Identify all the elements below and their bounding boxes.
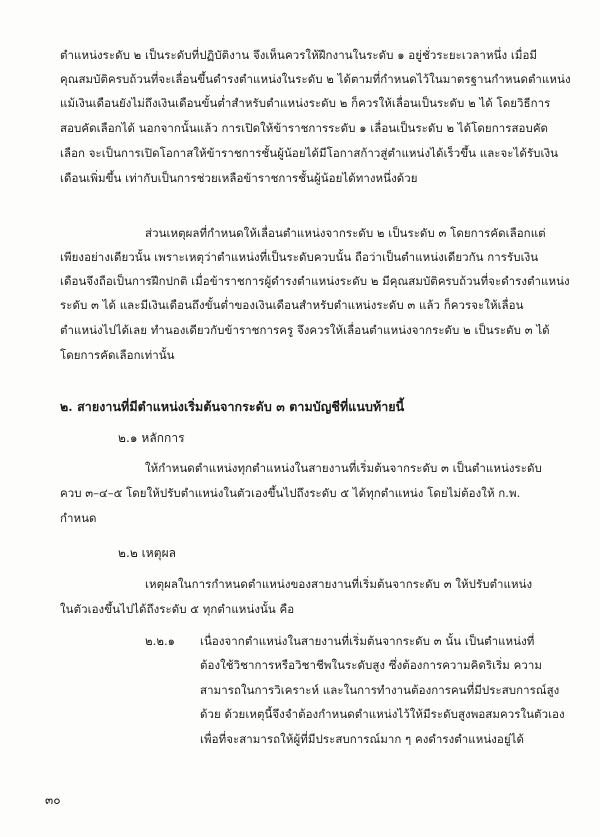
paragraph1-line-2: คุณสมบัติครบถ้วนที่จะเลื่อนขึ้นดำรงตำแหน่งในระดับ ๒ ได้ตามที่กำหนดไว้ในมาตรฐานกำหนดตำแหน่ง [60, 72, 571, 86]
paragraph1-line-3: แม้เงินเดือนยังไม่ถึงเงินเดือนขั้นต่ำสำหรับตำแหน่งระดับ ๒ ก็ควรให้เลื่อนเป็นระดับ ๒ ได้ โดยวิธีการ [60, 96, 551, 110]
subsection-title-principle: ๒.๑ หลักการ [118, 431, 185, 445]
paragraph2-line-3: เดือนจึงถือเป็นการฝึกปกติ เมื่อข้าราชการผู้ดำรงตำแหน่งระดับ ๒ มีคุณสมบัติครบถ้วนที่จะดำรงตำแหน่ง [60, 274, 570, 288]
item-line-3: สามารถในการวิเคราะห์ และในการทำงานต้องการคนที่มีประสบการณ์สูง [200, 683, 560, 697]
paragraph1-line-5: เลือก จะเป็นการเปิดโอกาสให้ข้าราชการชั้นผู้น้อยได้มีโอกาสก้าวสู่ตำแหน่งได้เร็วขึ้น และจะได้รับเงิน [60, 146, 559, 160]
principle-line-1: ให้กำหนดตำแหน่งทุกตำแหน่งในสายงานที่เริ่มต้นจากระดับ ๓ เป็นตำแหน่งระดับ [145, 461, 542, 475]
paragraph2-line-1: ส่วนเหตุผลที่กำหนดให้เลื่อนตำแหน่งจากระดับ ๒ เป็นระดับ ๓ โดยการคัดเลือกแต่ [145, 226, 546, 240]
reason-line-1: เหตุผลในการกำหนดตำแหน่งของสายงานที่เริ่มต้นจากระดับ ๓ ให้ปรับตำแหน่ง [145, 577, 533, 591]
page-number: ๓๐ [45, 793, 61, 807]
item-line-4: ด้วย ด้วยเหตุนี้จึงจำต้องกำหนดตำแหน่งไว้ให้มีระดับสูงพอสมควรในตัวเอง [200, 707, 565, 721]
paragraph1-line-4: สอบคัดเลือกได้ นอกจากนั้นแล้ว การเปิดให้ข้าราชการระดับ ๑ เลื่อนเป็นระดับ ๒ ได้โดยการสอบคัด [60, 121, 549, 135]
principle-line-2: ควบ ๓–๔–๕ โดยให้ปรับตำแหน่งในตัวเองขึ้นไปถึงระดับ ๕ ได้ทุกตำแหน่ง โดยไม่ต้องให้ ก.พ. [60, 486, 521, 500]
paragraph1-line-1: ตำแหน่งระดับ ๒ เป็นระดับที่ปฏิบัติงาน จึงเห็นควรให้ฝึกงานในระดับ ๑ อยู่ชั่วระยะเวลาหนึ่ง เมื่อมี [60, 48, 538, 62]
paragraph2-line-6: โดยการคัดเลือกเท่านั้น [60, 348, 175, 362]
subsection-title-reason: ๒.๒ เหตุผล [118, 546, 177, 560]
item-line-2: ต้องใช้วิชาการหรือวิชาชีพในระดับสูง ซึ่งต้องการความคิดริเริ่ม ความ [200, 658, 543, 672]
paragraph2-line-2: เพียงอย่างเดียวนั้น เพราะเหตุว่าตำแหน่งที่เป็นระดับควบนั้น ถือว่าเป็นตำแหน่งเดียวกัน การรับเงิน [60, 250, 539, 264]
item-number: ๒.๒.๑ [145, 634, 176, 648]
section-heading: ๒. สายงานที่มีตำแหน่งเริ่มต้นจากระดับ ๓ ตามบัญชีที่แนบท้ายนี้ [60, 399, 405, 414]
principle-line-3: กำหนด [60, 511, 97, 525]
paragraph2-line-5: ตำแหน่งไปได้เลย ทำนองเดียวกับข้าราชการครู จึงควรให้เลื่อนตำแหน่งจากระดับ ๒ เป็นระดับ ๓ ได้ [60, 323, 550, 337]
reason-line-2: ในตัวเองขึ้นไปได้ถึงระดับ ๕ ทุกตำแหน่งนั้น คือ [60, 602, 295, 616]
item-line-5: เพื่อที่จะสามารถให้ผู้ที่มีประสบการณ์มาก ๆ คงดำรงตำแหน่งอยู่ได้ [200, 732, 525, 746]
paragraph1-line-6: เดือนเพิ่มขึ้น เท่ากับเป็นการช่วยเหลือข้าราชการชั้นผู้น้อยได้ทางหนึ่งด้วย [60, 171, 418, 185]
paragraph2-line-4: ระดับ ๓ ได้ และมีเงินเดือนถึงขั้นต่ำของเงินเดือนสำหรับตำแหน่งระดับ ๓ แล้ว ก็ควรจะให้เลื่อน [60, 298, 524, 312]
item-line-1: เนื่องจากตำแหน่งในสายงานที่เริ่มต้นจากระดับ ๓ นั้น เป็นตำแหน่งที่ [200, 634, 535, 648]
